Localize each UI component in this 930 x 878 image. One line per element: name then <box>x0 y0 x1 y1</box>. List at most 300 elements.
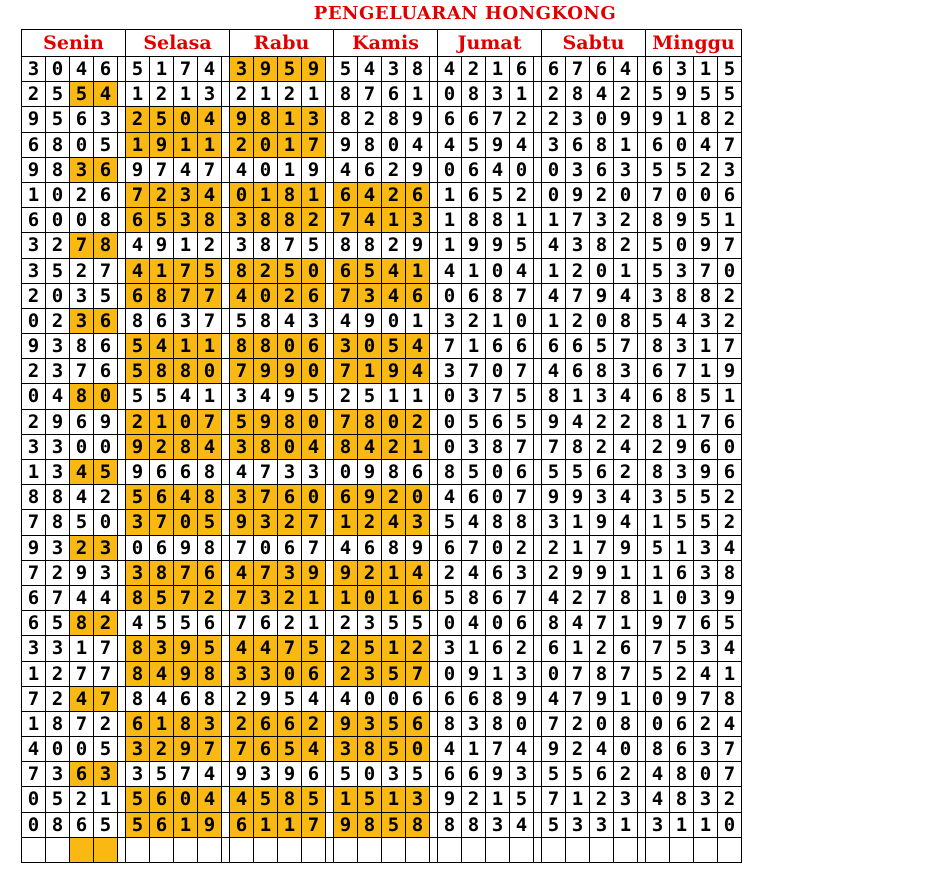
digit-cell: 3 <box>230 485 254 510</box>
digit-cell: 6 <box>566 133 590 158</box>
column-separator <box>118 586 126 611</box>
digit-cell: 4 <box>438 133 462 158</box>
digit-cell: 3 <box>254 762 278 787</box>
digit-cell: 7 <box>254 460 278 485</box>
column-separator <box>534 762 542 787</box>
table-row <box>22 334 742 359</box>
digit-cell: 1 <box>382 561 406 586</box>
digit-cell: 2 <box>230 712 254 737</box>
digit-cell: 5 <box>174 611 198 636</box>
digit-cell: 5 <box>230 410 254 435</box>
digit-cell: 8 <box>358 410 382 435</box>
digit-cell: 0 <box>46 737 70 762</box>
digit-cell: 7 <box>22 510 46 535</box>
digit-cell: 1 <box>614 611 638 636</box>
digit-cell: 8 <box>406 57 430 82</box>
column-separator <box>326 636 334 661</box>
column-separator <box>118 133 126 158</box>
column-separator <box>534 485 542 510</box>
digit-cell: 2 <box>230 133 254 158</box>
column-separator <box>326 536 334 561</box>
digit-cell: 9 <box>254 359 278 384</box>
digit-cell: 3 <box>230 208 254 233</box>
day-header-jumat: Jumat <box>438 30 542 57</box>
digit-cell: 1 <box>382 636 406 661</box>
digit-cell: 9 <box>150 133 174 158</box>
digit-cell: 0 <box>670 133 694 158</box>
digit-cell: 6 <box>302 662 326 687</box>
digit-cell: 2 <box>198 233 222 258</box>
digit-cell: 3 <box>590 208 614 233</box>
digit-cell: 5 <box>94 133 118 158</box>
column-separator <box>326 334 334 359</box>
table-row <box>22 510 742 535</box>
digit-cell: 3 <box>566 813 590 838</box>
column-separator <box>534 133 542 158</box>
column-separator <box>118 662 126 687</box>
digit-cell: 8 <box>254 309 278 334</box>
digit-cell: 4 <box>614 57 638 82</box>
digit-cell: 2 <box>694 158 718 183</box>
column-separator <box>326 410 334 435</box>
digit-cell: 6 <box>646 133 670 158</box>
table-row <box>22 813 742 838</box>
digit-cell: 3 <box>230 233 254 258</box>
column-separator <box>534 460 542 485</box>
column-separator <box>638 183 646 208</box>
digit-cell: 6 <box>486 334 510 359</box>
column-separator <box>326 687 334 712</box>
column-separator <box>534 737 542 762</box>
digit-cell: 3 <box>646 284 670 309</box>
digit-cell: 5 <box>694 384 718 409</box>
digit-cell: 6 <box>334 485 358 510</box>
digit-cell: 2 <box>94 712 118 737</box>
digit-cell: 1 <box>278 133 302 158</box>
digit-cell: 5 <box>382 334 406 359</box>
digit-cell: 4 <box>462 510 486 535</box>
digit-cell: 1 <box>462 334 486 359</box>
digit-cell: 4 <box>542 359 566 384</box>
digit-cell: 1 <box>174 133 198 158</box>
digit-cell: 3 <box>46 334 70 359</box>
digit-cell: 7 <box>462 536 486 561</box>
digit-cell: 0 <box>22 384 46 409</box>
digit-cell: 5 <box>646 536 670 561</box>
digit-cell: 1 <box>614 813 638 838</box>
table-row <box>22 158 742 183</box>
digit-cell: 8 <box>70 384 94 409</box>
digit-cell: 2 <box>382 485 406 510</box>
digit-cell: 5 <box>94 460 118 485</box>
digit-cell: 2 <box>542 536 566 561</box>
digit-cell: 8 <box>486 687 510 712</box>
digit-cell: 3 <box>22 435 46 460</box>
digit-cell: 4 <box>486 158 510 183</box>
digit-cell: 4 <box>646 787 670 812</box>
digit-cell: 7 <box>70 359 94 384</box>
digit-cell: 2 <box>278 510 302 535</box>
digit-cell: 9 <box>358 309 382 334</box>
column-separator <box>534 435 542 460</box>
digit-cell: 5 <box>126 334 150 359</box>
digit-cell: 1 <box>126 133 150 158</box>
digit-cell: 6 <box>670 712 694 737</box>
digit-cell: 1 <box>302 611 326 636</box>
digit-cell: 2 <box>438 561 462 586</box>
digit-cell: 3 <box>670 460 694 485</box>
column-separator <box>118 57 126 82</box>
digit-cell: 3 <box>302 309 326 334</box>
digit-cell: 8 <box>334 82 358 107</box>
digit-cell: 4 <box>566 611 590 636</box>
column-separator <box>222 133 230 158</box>
digit-cell: 9 <box>358 485 382 510</box>
digit-cell: 6 <box>94 359 118 384</box>
digit-cell: 1 <box>150 410 174 435</box>
digit-cell: 6 <box>302 284 326 309</box>
digit-cell: 1 <box>382 586 406 611</box>
digit-cell: 7 <box>614 334 638 359</box>
digit-cell: 1 <box>302 82 326 107</box>
table-row <box>22 561 742 586</box>
day-header-kamis: Kamis <box>334 30 438 57</box>
column-separator <box>222 82 230 107</box>
table-row <box>22 536 742 561</box>
digit-cell: 3 <box>358 712 382 737</box>
column-separator <box>222 762 230 787</box>
column-separator <box>326 133 334 158</box>
column-separator <box>326 712 334 737</box>
digit-cell: 4 <box>198 107 222 132</box>
digit-cell: 2 <box>278 611 302 636</box>
digit-cell: 5 <box>126 384 150 409</box>
digit-cell: 0 <box>438 435 462 460</box>
digit-cell: 3 <box>174 309 198 334</box>
digit-cell: 4 <box>542 586 566 611</box>
digit-cell: 6 <box>358 536 382 561</box>
column-separator <box>326 510 334 535</box>
column-separator <box>638 611 646 636</box>
digit-cell: 0 <box>70 208 94 233</box>
digit-cell: 7 <box>486 107 510 132</box>
column-separator <box>638 410 646 435</box>
digit-cell: 1 <box>198 384 222 409</box>
column-separator <box>430 435 438 460</box>
column-separator <box>118 359 126 384</box>
digit-cell: 4 <box>150 662 174 687</box>
column-separator <box>430 309 438 334</box>
column-separator <box>222 813 230 838</box>
digit-cell: 3 <box>302 107 326 132</box>
digit-cell <box>46 838 70 863</box>
digit-cell: 6 <box>126 284 150 309</box>
column-separator <box>430 636 438 661</box>
digit-cell: 7 <box>94 636 118 661</box>
column-separator <box>222 611 230 636</box>
digit-cell: 7 <box>230 536 254 561</box>
column-separator <box>118 208 126 233</box>
column-separator <box>222 259 230 284</box>
digit-cell: 4 <box>694 662 718 687</box>
digit-cell: 6 <box>646 384 670 409</box>
digit-cell: 8 <box>486 208 510 233</box>
digit-cell: 7 <box>150 510 174 535</box>
column-separator <box>534 536 542 561</box>
digit-cell: 3 <box>614 158 638 183</box>
digit-cell: 0 <box>126 536 150 561</box>
digit-cell: 0 <box>382 687 406 712</box>
digit-cell: 7 <box>334 284 358 309</box>
column-separator <box>430 561 438 586</box>
digit-cell: 7 <box>334 359 358 384</box>
digit-cell: 7 <box>510 485 534 510</box>
digit-cell: 3 <box>46 536 70 561</box>
digit-cell: 3 <box>590 485 614 510</box>
digit-cell <box>590 838 614 863</box>
digit-cell: 6 <box>94 158 118 183</box>
digit-cell: 1 <box>694 57 718 82</box>
digit-cell: 3 <box>126 737 150 762</box>
digit-cell: 6 <box>230 813 254 838</box>
digit-cell: 9 <box>230 107 254 132</box>
digit-cell: 5 <box>694 485 718 510</box>
digit-cell: 4 <box>230 460 254 485</box>
digit-cell: 7 <box>230 611 254 636</box>
column-separator <box>326 359 334 384</box>
digit-cell: 2 <box>382 183 406 208</box>
column-separator <box>222 233 230 258</box>
digit-cell: 2 <box>614 460 638 485</box>
digit-cell: 8 <box>542 611 566 636</box>
digit-cell: 4 <box>230 284 254 309</box>
column-separator <box>118 410 126 435</box>
digit-cell: 7 <box>46 586 70 611</box>
column-separator <box>430 536 438 561</box>
digit-cell: 3 <box>566 158 590 183</box>
digit-cell: 3 <box>382 57 406 82</box>
digit-cell: 1 <box>566 787 590 812</box>
digit-cell: 7 <box>278 636 302 661</box>
digit-cell: 6 <box>462 485 486 510</box>
digit-cell: 8 <box>358 737 382 762</box>
digit-cell: 0 <box>614 737 638 762</box>
digit-cell: 4 <box>22 737 46 762</box>
digit-cell: 9 <box>174 662 198 687</box>
digit-cell: 3 <box>358 662 382 687</box>
digit-cell <box>718 838 742 863</box>
digit-cell: 8 <box>254 208 278 233</box>
digit-cell: 4 <box>70 586 94 611</box>
digit-cell: 5 <box>382 611 406 636</box>
digit-cell: 7 <box>174 284 198 309</box>
digit-cell: 8 <box>486 712 510 737</box>
column-separator <box>638 82 646 107</box>
digit-cell: 5 <box>302 787 326 812</box>
digit-cell: 3 <box>174 183 198 208</box>
digit-cell: 4 <box>302 435 326 460</box>
column-separator <box>326 384 334 409</box>
digit-cell: 2 <box>566 586 590 611</box>
digit-cell: 8 <box>646 737 670 762</box>
digit-cell: 3 <box>694 309 718 334</box>
digit-cell: 8 <box>254 334 278 359</box>
digit-cell: 4 <box>590 82 614 107</box>
digit-cell <box>94 838 118 863</box>
digit-cell: 3 <box>670 259 694 284</box>
digit-cell: 8 <box>486 435 510 460</box>
digit-cell: 0 <box>254 158 278 183</box>
digit-cell: 1 <box>406 82 430 107</box>
digit-cell: 8 <box>590 662 614 687</box>
digit-cell: 4 <box>94 82 118 107</box>
digit-cell: 2 <box>542 107 566 132</box>
digit-cell: 0 <box>406 485 430 510</box>
digit-cell: 9 <box>566 183 590 208</box>
digit-cell: 6 <box>174 460 198 485</box>
digit-cell: 8 <box>94 208 118 233</box>
digit-cell: 6 <box>438 107 462 132</box>
digit-cell: 1 <box>614 133 638 158</box>
digit-cell: 3 <box>646 813 670 838</box>
digit-cell: 4 <box>614 384 638 409</box>
digit-cell: 6 <box>254 611 278 636</box>
digit-cell: 4 <box>94 586 118 611</box>
digit-cell: 5 <box>126 787 150 812</box>
digit-cell: 0 <box>174 787 198 812</box>
digit-cell: 1 <box>718 208 742 233</box>
digit-cell: 5 <box>278 57 302 82</box>
digit-cell: 8 <box>126 586 150 611</box>
digit-cell: 3 <box>694 636 718 661</box>
digit-cell: 6 <box>278 536 302 561</box>
digit-cell: 6 <box>694 611 718 636</box>
digit-cell: 1 <box>174 813 198 838</box>
digit-cell: 8 <box>646 410 670 435</box>
column-separator <box>326 183 334 208</box>
digit-cell: 1 <box>462 636 486 661</box>
column-separator <box>326 259 334 284</box>
column-separator <box>638 309 646 334</box>
digit-cell: 6 <box>150 485 174 510</box>
digit-cell: 0 <box>358 586 382 611</box>
digit-cell: 2 <box>94 485 118 510</box>
digit-cell: 4 <box>718 636 742 661</box>
digit-cell: 0 <box>278 334 302 359</box>
digit-cell: 6 <box>462 284 486 309</box>
digit-cell: 6 <box>566 334 590 359</box>
column-separator <box>222 208 230 233</box>
digit-cell: 3 <box>46 435 70 460</box>
digit-cell: 1 <box>358 359 382 384</box>
column-separator <box>118 712 126 737</box>
digit-cell: 0 <box>670 586 694 611</box>
digit-cell: 7 <box>670 611 694 636</box>
column-separator <box>534 561 542 586</box>
digit-cell: 1 <box>334 510 358 535</box>
digit-cell: 0 <box>46 57 70 82</box>
table-row <box>22 838 742 863</box>
digit-cell: 8 <box>278 787 302 812</box>
digit-cell: 7 <box>22 561 46 586</box>
digit-cell: 0 <box>486 485 510 510</box>
digit-cell: 2 <box>334 384 358 409</box>
column-separator <box>326 233 334 258</box>
digit-cell: 5 <box>278 737 302 762</box>
column-separator <box>430 259 438 284</box>
digit-cell: 3 <box>198 712 222 737</box>
digit-cell: 9 <box>718 586 742 611</box>
digit-cell: 1 <box>22 460 46 485</box>
digit-cell: 8 <box>614 586 638 611</box>
digit-cell: 4 <box>406 334 430 359</box>
digit-cell: 7 <box>670 359 694 384</box>
digit-cell: 6 <box>462 762 486 787</box>
digit-cell: 8 <box>230 259 254 284</box>
column-separator <box>534 183 542 208</box>
column-separator <box>638 662 646 687</box>
digit-cell: 5 <box>670 510 694 535</box>
column-separator <box>118 737 126 762</box>
column-separator <box>430 183 438 208</box>
digit-cell <box>646 838 670 863</box>
digit-cell: 4 <box>174 158 198 183</box>
column-separator <box>222 636 230 661</box>
digit-cell: 0 <box>382 133 406 158</box>
column-separator <box>430 57 438 82</box>
column-separator <box>638 737 646 762</box>
column-separator <box>118 334 126 359</box>
digit-cell: 7 <box>198 284 222 309</box>
digit-cell: 8 <box>462 586 486 611</box>
column-separator <box>222 536 230 561</box>
digit-cell: 4 <box>254 636 278 661</box>
digit-cell: 6 <box>590 57 614 82</box>
digit-cell: 2 <box>358 510 382 535</box>
digit-cell: 7 <box>510 359 534 384</box>
digit-cell: 7 <box>174 586 198 611</box>
digit-cell: 3 <box>670 334 694 359</box>
table-row <box>22 384 742 409</box>
digit-cell: 2 <box>590 787 614 812</box>
digit-cell: 5 <box>542 762 566 787</box>
digit-cell: 0 <box>46 284 70 309</box>
digit-cell: 0 <box>486 359 510 384</box>
digit-cell: 5 <box>198 636 222 661</box>
digit-cell: 2 <box>94 611 118 636</box>
column-separator <box>118 813 126 838</box>
digit-cell: 8 <box>566 82 590 107</box>
digit-cell: 8 <box>334 107 358 132</box>
digit-cell: 6 <box>278 485 302 510</box>
digit-cell: 4 <box>382 284 406 309</box>
column-separator <box>430 334 438 359</box>
digit-cell: 9 <box>126 435 150 460</box>
digit-cell: 8 <box>278 208 302 233</box>
digit-cell: 1 <box>382 208 406 233</box>
column-separator <box>326 838 334 863</box>
digit-cell <box>278 838 302 863</box>
digit-cell: 9 <box>614 536 638 561</box>
digit-cell: 3 <box>254 586 278 611</box>
digit-cell: 3 <box>150 636 174 661</box>
digit-cell: 3 <box>94 762 118 787</box>
digit-cell: 9 <box>22 107 46 132</box>
digit-cell: 3 <box>510 561 534 586</box>
digit-cell: 6 <box>486 561 510 586</box>
digit-cell: 8 <box>198 485 222 510</box>
digit-cell <box>174 838 198 863</box>
